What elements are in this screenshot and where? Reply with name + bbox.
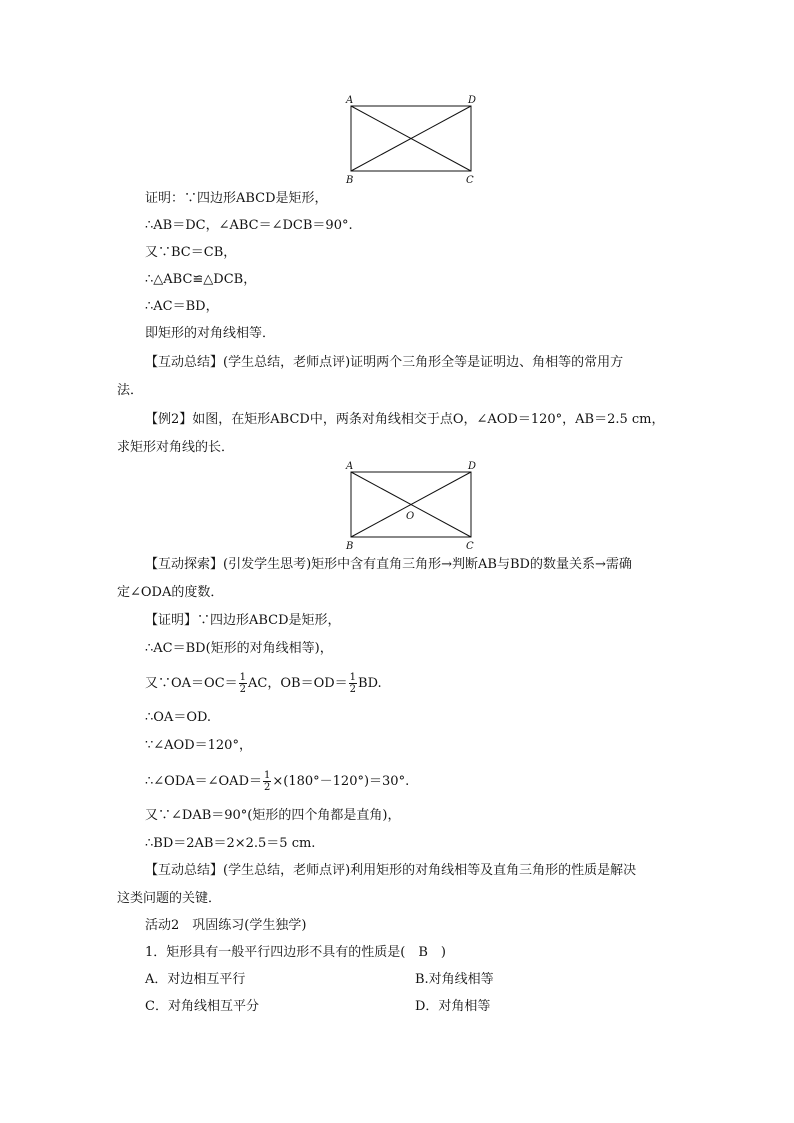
question1-option-d: D．对角相等 xyxy=(415,999,491,1014)
vertex-label-c: C xyxy=(466,175,474,186)
summary2-line1: 【互动总结】(学生总结，老师点评)利用矩形的对角线相等及直角三角形的性质是解决 xyxy=(145,863,637,878)
vertex-label-d: D xyxy=(468,461,477,472)
proof1-line2: ∴AB＝DC，∠ABC＝∠DCB＝90°. xyxy=(145,218,353,233)
example2-line1: 【例2】如图，在矩形ABCD中，两条对角线相交于点O，∠AOD＝120°，AB＝2.5 cm， xyxy=(145,412,665,427)
fraction-denominator: 2 xyxy=(264,782,271,793)
question1-option-a: A．对边相互平行 xyxy=(145,972,246,987)
proof2-line4: ∴OA＝OD. xyxy=(145,710,212,725)
rectangle-figure-2-svg xyxy=(340,460,480,552)
proof2-line8: ∴BD＝2AB＝2×2.5＝5 cm. xyxy=(145,836,316,851)
proof2-line2: ∴AC＝BD(矩形的对角线相等)， xyxy=(145,641,333,656)
proof2-line6-part1: ∴∠ODA＝∠OAD＝ xyxy=(145,774,262,789)
rectangle-figure-2 xyxy=(340,460,480,552)
proof2-line3-part2: AC，OB＝OD＝ xyxy=(248,676,348,691)
explore-line2: 定∠ODA的度数． xyxy=(117,585,224,600)
fraction-numerator: 1 xyxy=(264,770,271,781)
proof2-line1: 【证明】∵四边形ABCD是矩形， xyxy=(145,613,341,628)
vertex-label-d: D xyxy=(468,95,477,106)
vertex-label-b: B xyxy=(346,541,354,552)
rectangle-figure-1 xyxy=(340,94,480,186)
proof1-line6: 即矩形的对角线相等． xyxy=(145,326,276,341)
fraction-denominator: 2 xyxy=(239,684,247,695)
question1-option-c: C．对角线相互平分 xyxy=(145,999,259,1014)
summary2-line2: 这类问题的关键． xyxy=(117,891,222,906)
proof1-line1: 证明：∵四边形ABCD是矩形， xyxy=(145,191,328,206)
summary1-line2: 法． xyxy=(117,383,144,398)
explore-line1: 【互动探索】(引发学生思考)矩形中含有直角三角形→判断AB与BD的数量关系→需确 xyxy=(145,557,632,572)
vertex-label-a: A xyxy=(346,95,354,106)
proof2-line7: 又∵∠DAB＝90°(矩形的四个角都是直角)， xyxy=(145,808,401,823)
proof2-line5: ∵∠AOD＝120°， xyxy=(145,738,252,753)
fraction-one-half xyxy=(263,770,271,793)
rectangle-figure-1-svg xyxy=(340,94,480,186)
proof2-line3 xyxy=(0,672,794,695)
proof1-line3: 又∵BC＝CB， xyxy=(145,245,237,260)
proof2-line6-part2: ×(180°－120°)＝30°. xyxy=(272,774,410,789)
question1-option-b: B.对角线相等 xyxy=(415,972,494,987)
center-label-o: O xyxy=(406,511,415,522)
vertex-label-b: B xyxy=(346,175,354,186)
fraction-one-half xyxy=(239,672,247,695)
fraction-denominator: 2 xyxy=(349,684,357,695)
proof1-line4: ∴△ABC≌△DCB， xyxy=(145,272,257,287)
proof2-line6 xyxy=(0,770,794,793)
question1-stem: 1．矩形具有一般平行四边形不具有的性质是( B ) xyxy=(145,945,446,960)
proof2-line3-part1: 又∵OA＝OC＝ xyxy=(145,676,238,691)
proof1-line5: ∴AC＝BD， xyxy=(145,299,219,314)
proof2-line3-part3: BD. xyxy=(358,676,382,691)
fraction-numerator: 1 xyxy=(349,672,357,683)
example2-line2: 求矩形对角线的长． xyxy=(117,440,235,455)
fraction-numerator: 1 xyxy=(239,672,247,683)
vertex-label-c: C xyxy=(466,541,474,552)
vertex-label-a: A xyxy=(346,461,354,472)
activity-title: 活动2 巩固练习(学生独学) xyxy=(145,918,307,933)
summary1-line1: 【互动总结】(学生总结，老师点评)证明两个三角形全等是证明边、角相等的常用方 xyxy=(145,355,624,370)
fraction-one-half xyxy=(349,672,357,695)
